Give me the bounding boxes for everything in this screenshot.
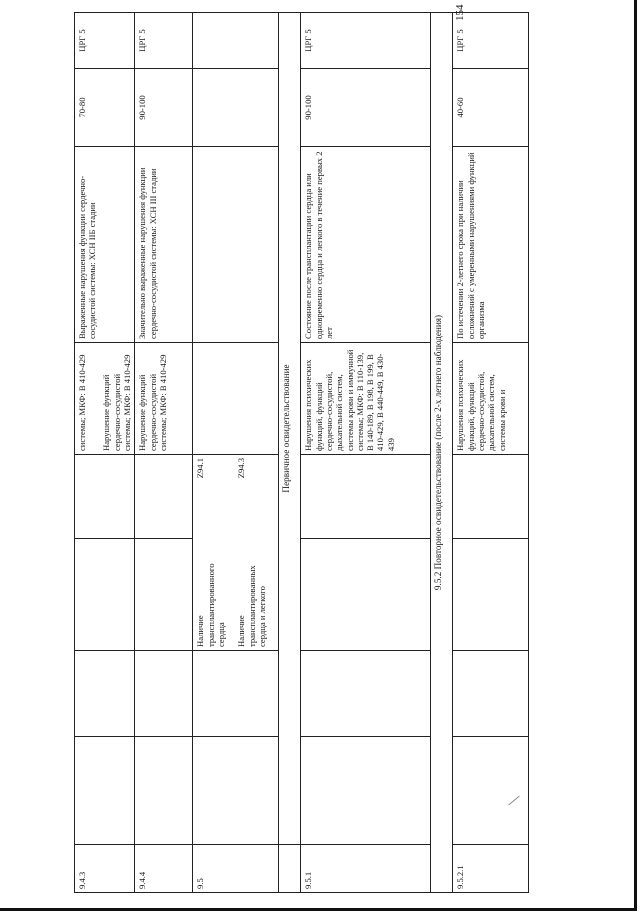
code-label: Наличие трансплантированного сердца	[195, 563, 226, 647]
icd-code: Z94.1	[195, 458, 206, 479]
table-row-9-4-3	[75, 13, 135, 893]
diagnosis-cell: Нарушение функций сердечно-сосудистой системы; МКФ: В 410-429	[135, 343, 193, 455]
empty-cell	[301, 737, 431, 845]
criteria-cell: Состояние после трансплантации сердца или одновременно сердца и легкого в течение первых 2 лет	[301, 147, 431, 343]
empty-cell	[193, 343, 279, 455]
empty-cell	[279, 845, 301, 893]
criteria-cell: По истечении 2-летнего срока при наличии осложнений с умеренными нарушениями функций организма	[453, 147, 529, 343]
criteria-cell: Значительно выраженные нарушения функции сердечно-сосудистой системы: ХСН III стадии	[135, 147, 193, 343]
empty-cell	[193, 147, 279, 343]
empty-cell	[135, 737, 193, 845]
percent-cell: 90-100	[135, 69, 193, 147]
percent-cell: 90-100	[301, 69, 431, 147]
page-number: 154	[454, 4, 466, 21]
code-item-heart-lung	[236, 458, 267, 647]
empty-cell	[193, 737, 279, 845]
diagnosis-cell: Нарушения психических функций, функций сердечно-сосудистой, дыхательной систем, системы крови и	[453, 343, 529, 455]
empty-cell	[135, 539, 193, 651]
section-row-repeat	[431, 13, 453, 893]
icd-code: Z94.3	[236, 458, 247, 479]
empty-cell	[135, 455, 193, 539]
empty-cell	[193, 13, 279, 69]
rotated-page	[74, 4, 526, 893]
transplant-codes-cell	[193, 455, 279, 651]
diagnosis-continued: системы; МКФ: В 410-429	[77, 354, 87, 451]
table-row-9-4-4	[135, 13, 193, 893]
empty-cell	[75, 539, 135, 651]
code-item-heart	[195, 458, 226, 647]
section-row-primary	[279, 13, 301, 893]
disability-criteria-table	[74, 12, 529, 893]
row-number: 9.5.2.1	[453, 845, 529, 893]
row-number: 9.4.4	[135, 845, 193, 893]
empty-cell	[75, 737, 135, 845]
table-row-9-5-1	[301, 13, 431, 893]
section-heading: 9.5.2 Повторное освидетельствование (после 2-х летнего наблюдения)	[431, 13, 453, 893]
percent-cell: 40-60	[453, 69, 529, 147]
empty-cell	[75, 455, 135, 539]
section-heading: Первичное освидетельствование	[279, 13, 301, 845]
empty-cell	[193, 651, 279, 737]
category-cell: ЦРГ 5	[135, 13, 193, 69]
empty-cell	[75, 651, 135, 737]
row-number: 9.5.1	[301, 845, 431, 893]
code-label: Наличие трансплантированных сердца и легкого	[236, 565, 267, 647]
category-cell: ЦРГ 5	[301, 13, 431, 69]
category-cell: ЦРГ 5	[75, 13, 135, 69]
empty-cell	[453, 455, 529, 539]
percent-cell: 70-80	[75, 69, 135, 147]
empty-cell	[301, 455, 431, 539]
row-number: 9.5	[193, 845, 279, 893]
category-cell: ЦРГ 5	[453, 13, 529, 69]
diagnosis-cell	[75, 343, 135, 455]
empty-cell	[301, 651, 431, 737]
empty-cell	[135, 651, 193, 737]
empty-cell	[453, 737, 529, 845]
empty-cell	[301, 539, 431, 651]
diagnosis-cell: Нарушения психических функций, функций сердечно-сосудистой, дыхательной систем, системы крови и иммунной системы; МКФ: В 110-139, В 140-189, В 198, В 199, В 410-429, В 440-449, В 430-439	[301, 343, 431, 455]
table-row-9-5	[193, 13, 279, 893]
empty-cell	[453, 539, 529, 651]
row-number: 9.4.3	[75, 845, 135, 893]
criteria-cell: Выраженные нарушения функции сердечно-сосудистой системы: ХСН IIБ стадии	[75, 147, 135, 343]
empty-cell	[193, 69, 279, 147]
diagnosis-text: Нарушение функций сердечно-сосудистой системы; МКФ: В 410-429	[101, 354, 132, 451]
empty-cell	[453, 651, 529, 737]
table-row-9-5-2-1	[453, 13, 529, 893]
